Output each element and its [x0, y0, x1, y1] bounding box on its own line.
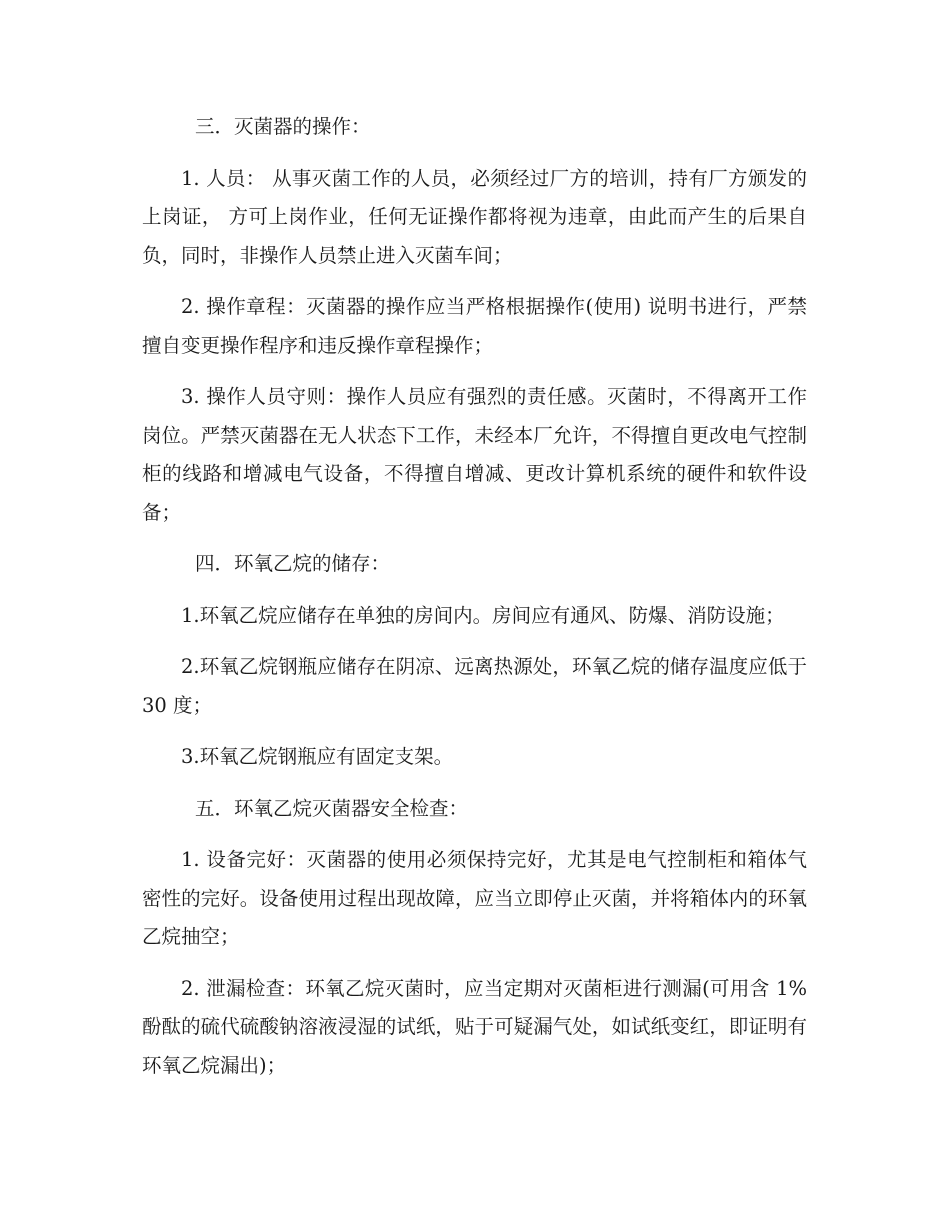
paragraph-operator-code: 3. 操作人员守则：操作人员应有强烈的责任感。灭菌时，不得离开工作岗位。严禁灭菌器在无人状态下工作，未经本厂允许，不得擅自更改电气控制柜的线路和增减电气设备，不得擅自增减、更改计算机系统的硬件和软件设备；: [142, 385, 807, 524]
paragraph-leak-check: 2. 泄漏检查：环氧乙烷灭菌时，应当定期对灭菌柜进行测漏(可用含 1%酚酞的硫代硫酸钠溶液浸湿的试纸，贴于可疑漏气处，如试纸变红，即证明有环氧乙烷漏出)；: [142, 976, 807, 1077]
paragraph-storage-room: 1.环氧乙烷应储存在单独的房间内。房间应有通风、防爆、消防设施；: [181, 603, 785, 627]
document-body: [142, 108, 807, 1085]
paragraph-cylinder-support: 3.环氧乙烷钢瓶应有固定支架。: [181, 745, 454, 768]
paragraph-operation-rules: 2. 操作章程：灭菌器的操作应当严格根据操作(使用) 说明书进行，严禁擅自变更操作程序和违反操作章程操作；: [142, 295, 807, 357]
section-heading-3: 三．灭菌器的操作：: [195, 115, 371, 138]
section-heading-5: 五．环氧乙烷灭菌器安全检查：: [195, 796, 469, 820]
paragraph-storage-temperature: 2.环氧乙烷钢瓶应储存在阴凉、远离热源处，环氧乙烷的储存温度应低于 30 度；: [142, 655, 807, 717]
paragraph-personnel: 1. 人员： 从事灭菌工作的人员，必须经过厂方的培训，持有厂方颁发的上岗证， 方可上岗作业，任何无证操作都将视为违章，由此而产生的后果自负，同时，非操作人员禁止进入灭菌车间；: [142, 166, 807, 267]
section-heading-4: 四．环氧乙烷的储存：: [195, 552, 391, 575]
paragraph-equipment-condition: 1. 设备完好：灭菌器的使用必须保持完好，尤其是电气控制柜和箱体气密性的完好。设备使用过程出现故障，应当立即停止灭菌，并将箱体内的环氧乙烷抽空；: [142, 848, 807, 948]
